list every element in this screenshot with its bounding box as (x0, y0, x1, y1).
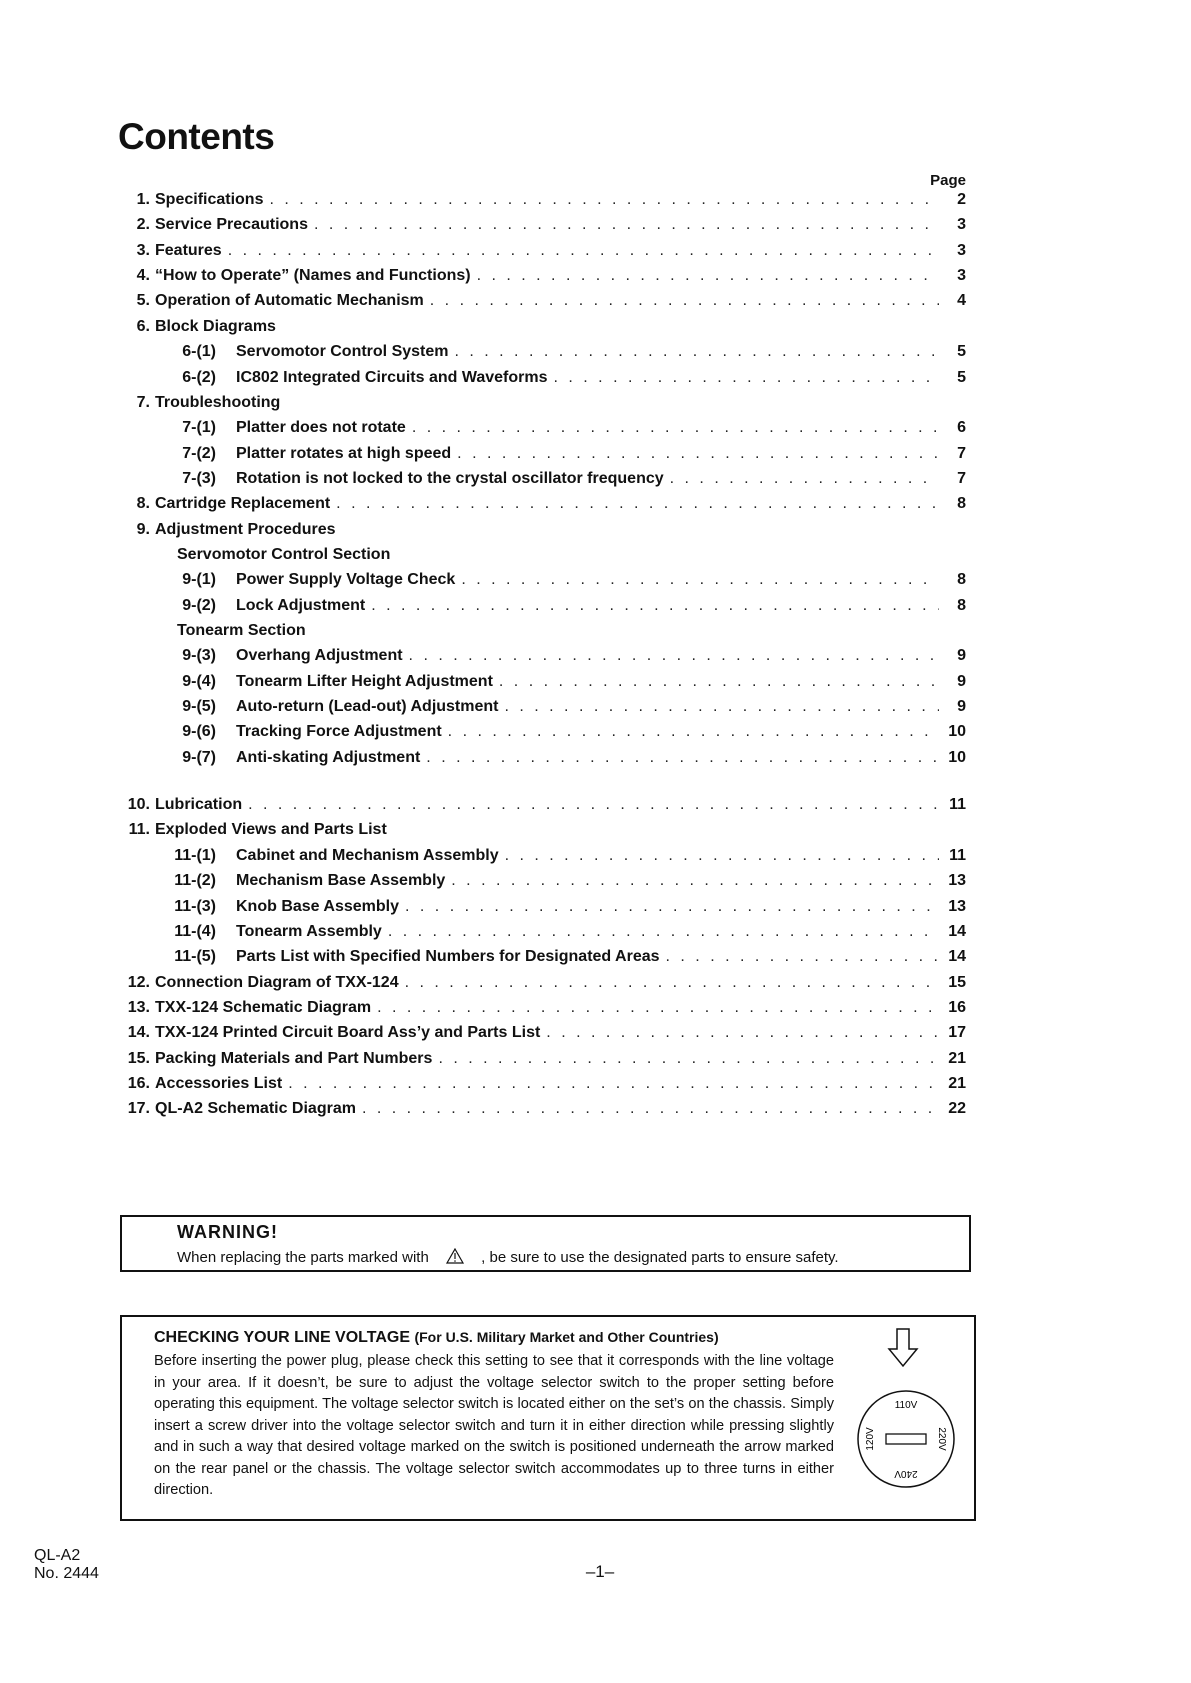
toc-entry (0, 845, 1191, 867)
toc-entry-label-wrap (155, 265, 939, 287)
toc-entry (0, 392, 1191, 414)
voltage-label-bottom: 240V (894, 1468, 918, 1479)
toc-entry-page: 8 (957, 495, 966, 513)
toc-entry-label: Rotation is not locked to the crystal oscillator frequency (236, 469, 664, 487)
toc-dot-leader (666, 946, 939, 968)
toc-entry-number: 9-(5) (182, 698, 216, 715)
toc-dot-leader (377, 997, 939, 1019)
page-title: Contents (118, 116, 275, 157)
warning-box (120, 1215, 971, 1272)
line-voltage-box (120, 1315, 976, 1521)
toc-entry-page: 4 (957, 292, 966, 310)
toc-entry-page: 11 (949, 846, 966, 864)
toc-entry-label-wrap (236, 417, 939, 439)
toc-entry (0, 569, 1191, 591)
toc-entry-number: 13. (127, 998, 150, 1016)
toc-entry-label: Cabinet and Mechanism Assembly (236, 846, 499, 864)
toc-entry-label-wrap (155, 819, 387, 841)
toc-entry-page: 16 (948, 998, 966, 1016)
toc-entry (0, 1098, 1191, 1120)
caution-triangle-icon (437, 1248, 473, 1264)
toc-entry-number: 11-(1) (174, 846, 216, 864)
toc-entry-label-wrap (155, 1073, 939, 1095)
toc-entry-page: 9 (957, 672, 966, 690)
toc-entry (0, 290, 1191, 312)
toc-entry-label: Tracking Force Adjustment (236, 723, 442, 741)
toc-entry-page: 5 (957, 343, 966, 361)
toc-entry-number: 7. (136, 393, 150, 411)
line-voltage-subheading: (For U.S. Military Market and Other Countries) (414, 1329, 719, 1345)
toc-entry (0, 794, 1191, 816)
toc-dot-leader (371, 595, 939, 617)
toc-entry-label: Packing Materials and Part Numbers (155, 1049, 433, 1067)
toc-entry-label: Lock Adjustment (236, 596, 366, 614)
toc-entry-page: 3 (957, 216, 966, 234)
toc-entry-number: 4. (136, 267, 150, 285)
toc-entry-number: 16. (127, 1074, 150, 1092)
footer-model-info (34, 1547, 99, 1583)
toc-entry-number: 6. (136, 317, 150, 335)
toc-entry-number: 2. (136, 216, 150, 234)
toc-entry-label-wrap (155, 316, 276, 338)
toc-entry-page: 9 (957, 698, 966, 715)
toc-entry-page: 14 (948, 922, 966, 940)
toc-dot-leader (451, 870, 939, 892)
toc-dot-leader (546, 1022, 939, 1044)
warning-text-after: , be sure to use the designated parts to ensure safety. (481, 1249, 839, 1266)
toc-entry (0, 189, 1191, 211)
toc-entry-label-wrap (177, 544, 390, 566)
toc-entry (0, 1073, 1191, 1095)
toc-entry-page: 21 (948, 1049, 966, 1067)
toc-entry-label: Service Precautions (155, 216, 308, 234)
toc-entry-label-wrap (236, 845, 939, 867)
page-column-header: Page (930, 172, 966, 189)
toc-entry-page: 7 (957, 469, 966, 487)
toc-entry-page: 6 (957, 419, 966, 437)
toc-entry (0, 519, 1191, 541)
toc-entry (0, 921, 1191, 943)
voltage-label-top: 110V (894, 1400, 918, 1411)
toc-entry (0, 417, 1191, 439)
toc-entry-number: 7-(3) (182, 469, 216, 487)
toc-entry-number: 9-(6) (182, 723, 216, 741)
toc-dot-leader (426, 747, 939, 769)
toc-entry-label-wrap (236, 569, 939, 591)
toc-entry-number: 9-(1) (182, 571, 216, 589)
toc-entry-number: 1. (136, 191, 150, 208)
toc-entry-number: 9-(4) (182, 672, 216, 690)
toc-dot-leader (454, 341, 939, 363)
toc-entry-number: 3. (136, 241, 150, 259)
toc-entry-number: 5. (136, 292, 150, 310)
toc-entry-label: Lubrication (155, 796, 243, 814)
toc-entry-page: 8 (957, 571, 966, 589)
toc-entry-label-wrap (236, 721, 939, 743)
toc-entry-label-wrap (236, 921, 939, 943)
toc-entry-label: Knob Base Assembly (236, 897, 400, 915)
toc-section-label (0, 544, 1191, 566)
toc-entry-label: Troubleshooting (155, 393, 281, 411)
toc-dot-leader (461, 569, 939, 591)
toc-entry (0, 240, 1191, 262)
toc-entry (0, 896, 1191, 918)
toc-dot-leader (504, 696, 939, 718)
toc-entry-page: 3 (957, 267, 966, 285)
toc-entry-page: 5 (957, 368, 966, 386)
toc-entry-number: 10. (127, 796, 150, 814)
toc-entry-label-wrap (236, 870, 939, 892)
toc-entry-page: 3 (957, 241, 966, 259)
voltage-label-right: 220V (936, 1427, 947, 1451)
toc-entry-number: 12. (127, 973, 150, 991)
warning-text-before: When replacing the parts marked with (177, 1249, 429, 1266)
toc-entry-page: 11 (949, 796, 966, 814)
toc-entry-label: Cartridge Replacement (155, 495, 331, 513)
toc-entry-label-wrap (155, 214, 939, 236)
toc-entry-label: Platter rotates at high speed (236, 444, 452, 462)
toc-dot-leader (405, 972, 939, 994)
toc-entry-number: 6-(1) (182, 343, 216, 361)
toc-entry-label-wrap (155, 290, 939, 312)
toc-entry (0, 341, 1191, 363)
toc-entry-label: IC802 Integrated Circuits and Waveforms (236, 368, 548, 386)
toc-entry-number: 11-(3) (174, 897, 216, 915)
toc-entry-number: 9-(2) (182, 596, 216, 614)
toc-entry-page: 17 (948, 1024, 966, 1042)
toc-entry-label: QL-A2 Schematic Diagram (155, 1100, 356, 1118)
toc-entry-label-wrap (155, 1048, 939, 1070)
toc-entry-number: 17. (127, 1100, 150, 1118)
toc-entry-label-wrap (236, 671, 939, 693)
toc-entry (0, 946, 1191, 968)
toc-dot-leader (405, 896, 939, 918)
toc-dot-leader (477, 265, 939, 287)
toc-entry-label-wrap (155, 1022, 939, 1044)
toc-entry-label-wrap (236, 367, 939, 389)
toc-entry-label-wrap (155, 519, 335, 541)
toc-entry-label: Mechanism Base Assembly (236, 872, 446, 890)
toc-entry-number: 9-(7) (182, 748, 216, 766)
toc-entry-number: 14. (127, 1024, 150, 1042)
toc-entry-label: Servomotor Control System (236, 343, 449, 361)
toc-entry-label-wrap (236, 747, 939, 769)
toc-entry-label: Tonearm Assembly (236, 922, 382, 940)
toc-entry-number: 11-(2) (174, 872, 216, 890)
toc-entry-label: Auto-return (Lead-out) Adjustment (236, 698, 499, 715)
toc-entry-label-wrap (155, 392, 280, 414)
voltage-selector-diagram (850, 1327, 962, 1517)
toc-entry-label-wrap (155, 189, 939, 211)
toc-entry-label-wrap (236, 645, 939, 667)
toc-entry-label: Tonearm Lifter Height Adjustment (236, 672, 493, 690)
toc-entry-label-wrap (236, 896, 939, 918)
toc-entry (0, 1022, 1191, 1044)
toc-entry-number: 9. (136, 520, 150, 538)
toc-entry-page: 2 (957, 191, 966, 208)
toc-dot-leader (499, 671, 939, 693)
toc-entry-number: 11-(5) (174, 948, 216, 966)
toc-entry-page: 15 (948, 973, 966, 991)
toc-entry (0, 595, 1191, 617)
toc-entry-page: 13 (948, 872, 966, 890)
toc-entry-label-wrap (155, 997, 939, 1019)
toc-dot-leader (288, 1073, 939, 1095)
toc-entry (0, 265, 1191, 287)
toc-entry-label: Overhang Adjustment (236, 647, 403, 665)
toc-dot-leader (412, 417, 939, 439)
toc-entry-label: Connection Diagram of TXX-124 (155, 973, 399, 991)
toc-entry-label: Platter does not rotate (236, 419, 406, 437)
toc-entry-page: 21 (948, 1074, 966, 1092)
toc-entry-label: TXX-124 Printed Circuit Board Ass’y and Parts List (155, 1024, 541, 1042)
toc-entry (0, 316, 1191, 338)
toc-entry-page: 22 (948, 1100, 966, 1118)
toc-entry-label-wrap (236, 696, 939, 718)
toc-entry-label: Accessories List (155, 1074, 283, 1092)
toc-entry (0, 696, 1191, 718)
toc-entry-label-wrap (155, 240, 939, 262)
toc-entry (0, 972, 1191, 994)
toc-entry-label: “How to Operate” (Names and Functions) (155, 267, 471, 285)
toc-entry-label: TXX-124 Schematic Diagram (155, 998, 372, 1016)
toc-entry-label: Servomotor Control Section (177, 545, 391, 563)
toc-entry-label-wrap (155, 493, 939, 515)
toc-entry-number: 6-(2) (182, 368, 216, 386)
toc-dot-leader (388, 921, 939, 943)
toc-entry-label-wrap (236, 341, 939, 363)
toc-dot-leader (248, 794, 939, 816)
toc-entry (0, 819, 1191, 841)
toc-entry-label-wrap (155, 794, 939, 816)
toc-entry-label: Power Supply Voltage Check (236, 571, 456, 589)
toc-dot-leader (409, 645, 939, 667)
toc-entry (0, 997, 1191, 1019)
warning-text (177, 1248, 839, 1266)
toc-entry-number: 11-(4) (174, 922, 216, 940)
toc-entry (0, 721, 1191, 743)
toc-entry-label: Adjustment Procedures (155, 520, 336, 538)
toc-dot-leader (554, 367, 940, 389)
toc-entry (0, 671, 1191, 693)
toc-entry-number: 9-(3) (182, 647, 216, 665)
toc-entry (0, 214, 1191, 236)
toc-dot-leader (430, 290, 939, 312)
voltage-label-left: 120V (865, 1427, 876, 1451)
toc-entry (0, 645, 1191, 667)
warning-title: WARNING! (177, 1222, 278, 1242)
toc-entry-number: 7-(2) (182, 444, 216, 462)
toc-entry-label-wrap (236, 595, 939, 617)
toc-entry-label: Exploded Views and Parts List (155, 821, 387, 839)
toc-entry-label: Features (155, 241, 222, 259)
toc-entry-page: 8 (957, 596, 966, 614)
toc-entry-number: 15. (127, 1049, 150, 1067)
toc-entry-label: Specifications (155, 191, 264, 208)
line-voltage-body: Before inserting the power plug, please check this setting to see that it corresponds with the line voltage in your area. If it doesn’t, be sure to adjust the voltage selector switch to the proper setting before operating this equipment. The voltage selector switch is located either on the set’s on the chassis. Simply insert a screw driver into the voltage selector switch and turn it in either direction while pressing slightly and in such a way that desired voltage marked on the switch is positioned underneath the arrow marked on the rear panel or the chassis. The voltage selector switch accommodates up to three turns in either direction. (154, 1353, 834, 1498)
toc-dot-leader (336, 493, 939, 515)
toc-entry-number: 7-(1) (182, 419, 216, 437)
toc-entry-page: 13 (948, 897, 966, 915)
toc-entry (0, 747, 1191, 769)
toc-entry-page: 10 (948, 748, 966, 766)
toc-entry-label: Tonearm Section (177, 622, 306, 639)
toc-dot-leader (505, 845, 939, 867)
toc-entry (0, 367, 1191, 389)
toc-entry-label: Operation of Automatic Mechanism (155, 292, 424, 310)
toc-entry-label: Block Diagrams (155, 317, 276, 335)
toc-entry-label-wrap (155, 972, 939, 994)
toc-entry-label-wrap (236, 946, 939, 968)
toc-entry-label: Anti-skating Adjustment (236, 748, 421, 766)
toc-entry-label: Parts List with Specified Numbers for Designated Areas (236, 948, 660, 966)
toc-dot-leader (438, 1048, 939, 1070)
toc-entry-page: 14 (948, 948, 966, 966)
toc-entry-label-wrap (236, 443, 939, 465)
toc-entry-number: 8. (136, 495, 150, 513)
down-arrow-icon (889, 1329, 917, 1366)
toc-dot-leader (228, 240, 939, 262)
toc-dot-leader (314, 214, 939, 236)
footer-page-number: –1– (585, 1562, 615, 1581)
toc-entry (0, 493, 1191, 515)
toc-entry-page: 10 (948, 723, 966, 741)
footer-model: QL-A2 (34, 1547, 81, 1564)
toc-entry-label-wrap (155, 1098, 939, 1120)
toc-entry (0, 443, 1191, 465)
toc-dot-leader (362, 1098, 939, 1120)
toc-entry-page: 9 (957, 647, 966, 665)
toc-entry-page: 7 (957, 444, 966, 462)
toc-entry (0, 870, 1191, 892)
selector-slot (886, 1434, 926, 1444)
toc-entry-label-wrap (236, 468, 939, 490)
toc-dot-leader (269, 189, 939, 211)
toc-entry-label-wrap (177, 620, 306, 642)
toc-entry (0, 1048, 1191, 1070)
footer-doc-number: No. 2444 (34, 1565, 99, 1582)
toc-dot-leader (457, 443, 939, 465)
toc-section-label (0, 620, 1191, 642)
toc-entry-number: 11. (128, 821, 150, 839)
line-voltage-title (154, 1329, 719, 1347)
line-voltage-heading: CHECKING YOUR LINE VOLTAGE (154, 1329, 411, 1346)
toc-entry (0, 468, 1191, 490)
toc-dot-leader (670, 468, 939, 490)
toc-dot-leader (448, 721, 939, 743)
